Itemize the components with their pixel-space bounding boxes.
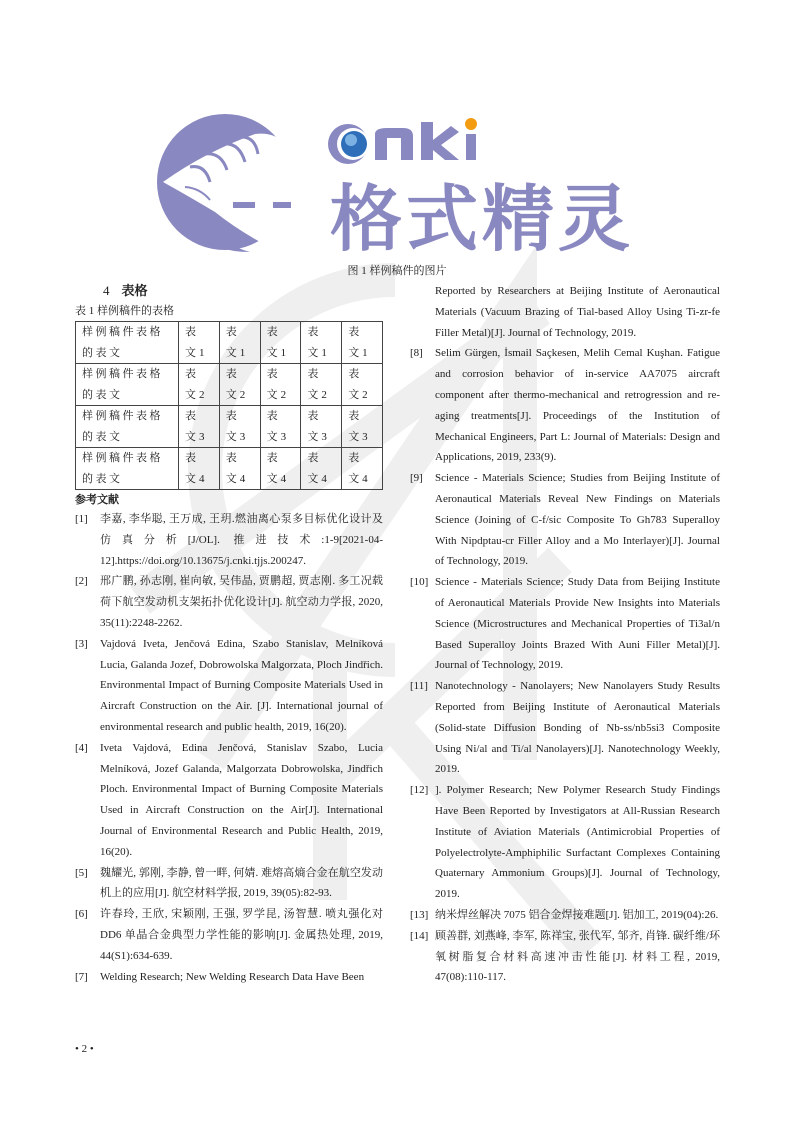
table-cell: 表文4 — [301, 448, 342, 490]
table-cell: 表文1 — [219, 322, 260, 364]
logo-product-text: 格式精灵 — [330, 177, 635, 252]
reference-index: [3] — [75, 637, 88, 650]
reference-text: 纳米焊丝解决 7075 铝合金焊接难题[J]. 铝加工, 2019(04):26. — [435, 908, 719, 921]
reference-index: [11] — [410, 680, 428, 693]
table-cell: 表文1 — [179, 322, 220, 364]
reference-text: 李嘉, 李华聪, 王万成, 王玥.燃油离心泵多目标优化设计及仿真分析[J/OL]. 推进技术:1-9[2021-04-12].https://doi.org/10.13675/j.cnki.tjjs.200247. — [100, 513, 383, 567]
table-cell: 样例稿件表格的表文 — [76, 364, 179, 406]
reference-text: Iveta Vajdová, Edina Jenčová, Stanislav Szabo, Lucia Melníková, Jozef Galanda, Malgorzata Dobrowolska, Jindřich Ploch. Environmental Impact of Burning Composite Materials Used in Aircraft Construction on the Air[J]. International Journal of Environmental Research and Public Health, 2019, 16(20). — [100, 741, 383, 858]
table-cell: 表文4 — [219, 448, 260, 490]
table-row — [76, 448, 383, 490]
reference-text: ]. Polymer Research; New Polymer Research Study Findings Have Been Reported by Investigators at All-Russian Research Institute of Aviation Materials (Antimicrobial Properties of Polyelectrolyte-Amphiphilic Surfactant Complexes Containing Quaternary Ammonium Groups)[J]. Journal of Technology, 2019. — [435, 784, 720, 901]
reference-item — [410, 343, 720, 468]
page-number: • 2 • — [75, 1043, 94, 1055]
reference-text: Science - Materials Science; Study Data from Beijing Institute of Aeronautical Materials Provide New Insights into Materials Science (Microstructures and Mechanical Properties of Ti3al/n Based Superalloy Joints Brazed With Auni Filler Metal)[J]. Journal of Technology, 2019. — [435, 576, 720, 672]
section-heading — [103, 282, 383, 300]
reference-item — [75, 634, 383, 738]
table-cell: 表文2 — [219, 364, 260, 406]
reference-item-continued — [410, 281, 720, 343]
section-number: 4 — [103, 283, 110, 298]
table-cell: 表文3 — [219, 406, 260, 448]
reference-text: Nanotechnology - Nanolayers; New Nanolayers Study Results Reported from Beijing Institute of Aeronautical Materials (Solid-state Diffusion Bonding of Nb-ss/nb5si3 Composite Using Ni/al and Ti/al Nanolayers)[J]. Nanotechnology Weekly, 2019. — [435, 680, 720, 776]
reference-text: Selim Gürgen, İsmail Saçkesen, Melih Cemal Kuşhan. Fatigue and corrosion behavior of in-service AA7075 aircraft component after thermo-mechanical and retrogression and re-aging treatments[J]. Proceedings of the Institution of Mechanical Engineers, Part L: Journal of Materials: Design and Applications, 2019, 233(9). — [435, 347, 720, 464]
reference-item — [75, 738, 383, 863]
reference-item — [410, 468, 720, 572]
reference-item — [410, 905, 720, 926]
table-cell: 表文3 — [342, 406, 383, 448]
table-cell: 表文4 — [342, 448, 383, 490]
sample-table — [75, 321, 383, 490]
accent-dot — [465, 118, 477, 130]
reference-text: 魏耀光, 郭刚, 李静, 曾一畔, 何婧. 难熔高熵合金在航空发动机上的应用[J]. 航空材料学报, 2019, 39(05):82-93. — [100, 866, 383, 900]
reference-index: [1] — [75, 513, 88, 525]
cnki-wordmark — [328, 118, 477, 164]
reference-index: [5] — [75, 866, 88, 879]
reference-item — [410, 926, 720, 988]
table-cell: 表文2 — [301, 364, 342, 406]
reference-item — [410, 572, 720, 676]
section-title: 表格 — [121, 283, 148, 298]
table-cell: 表文4 — [179, 448, 220, 490]
reference-item — [410, 676, 720, 780]
table-cell: 表文3 — [301, 406, 342, 448]
table-row — [76, 322, 383, 364]
table-cell: 表文3 — [260, 406, 301, 448]
reference-index: [8] — [410, 347, 423, 360]
reference-text: 邢广鹏, 孙志刚, 崔向敏, 吴伟晶, 贾鹏超, 贾志刚. 多工况载荷下航空发动机支架拓扑优化设计[J]. 航空动力学报, 2020, 35(11):2248-2262. — [100, 575, 383, 629]
table-cell: 表文4 — [260, 448, 301, 490]
table-cell: 表文2 — [342, 364, 383, 406]
reference-item — [410, 780, 720, 905]
reference-text: 顾善群, 刘燕峰, 李军, 陈祥宝, 张代军, 邹齐, 肖锋. 碳纤维/环氧树脂复合材料高速冲击性能[J]. 材料工程, 2019, 47(08):110-117. — [435, 929, 720, 984]
table-cell: 表文1 — [260, 322, 301, 364]
table-cell: 表文1 — [301, 322, 342, 364]
table-cell: 样例稿件表格的表文 — [76, 448, 179, 490]
table-cell: 表文2 — [179, 364, 220, 406]
reference-text: Science - Materials Science; Studies from Beijing Institute of Aeronautical Materials Reveal New Findings on Materials Science (Joining of C-f/sic Composite To Gh783 Superalloy With Nipdptau-cr Filler Alloy and a Mo Interlayer)[J]. Journal of Technology, 2019. — [435, 472, 720, 568]
reference-index: [2] — [75, 575, 88, 588]
reference-index: [9] — [410, 472, 423, 485]
reference-index: [13] — [410, 908, 429, 921]
table-caption: 表 1 样例稿件的表格 — [75, 305, 174, 317]
reference-index: [12] — [410, 784, 429, 797]
references-heading: 参考文献 — [75, 494, 119, 506]
reference-index: [4] — [75, 741, 88, 754]
reference-index: [7] — [75, 970, 88, 983]
figure-1 — [155, 112, 645, 252]
table-row — [76, 364, 383, 406]
reference-index: [10] — [410, 576, 429, 589]
reference-item — [75, 509, 383, 571]
table-cell: 样例稿件表格的表文 — [76, 406, 179, 448]
mascot-icon — [157, 114, 296, 252]
reference-text: Reported by Researchers at Beijing Institute of Aeronautical Materials (Vacuum Brazing of Tial-based Alloy Using Ti-zr-fe Filler Metal)[J]. Journal of Technology, 2019. — [435, 285, 720, 339]
right-column — [410, 281, 720, 988]
reference-item — [75, 967, 383, 988]
table-cell: 表文3 — [179, 406, 220, 448]
figure-caption: 图 1 样例稿件的图片 — [347, 265, 447, 277]
table-cell: 样例稿件表格的表文 — [76, 322, 179, 364]
reference-item — [75, 863, 383, 905]
reference-item — [75, 904, 383, 966]
table-cell: 表文2 — [260, 364, 301, 406]
reference-text: 许春玲, 王欣, 宋颖刚, 王强, 罗学昆, 汤智慧. 喷丸强化对 DD6 单晶合金典型力学性能的影响[J]. 金属热处理, 2019, 44(S1):634-639. — [100, 908, 383, 962]
left-column — [75, 282, 383, 987]
cnki-format-logo — [155, 112, 645, 252]
reference-index: [14] — [410, 929, 429, 942]
reference-text: Welding Research; New Welding Research Data Have Been — [100, 970, 365, 983]
table-cell: 表文1 — [342, 322, 383, 364]
reference-text: Vajdová Iveta, Jenčová Edina, Szabo Stanislav, Melníková Lucia, Galanda Jozef, Dobrowolska Malgorzata, Ploch Jindřich. Environmental Impact of Burning Composite Materials Used in Aircraft Construction on the Air. [J]. International journal of environmental research and public health, 2019, 16(20). — [100, 637, 383, 733]
table-row — [76, 406, 383, 448]
reference-item — [75, 571, 383, 633]
reference-index: [6] — [75, 908, 88, 921]
